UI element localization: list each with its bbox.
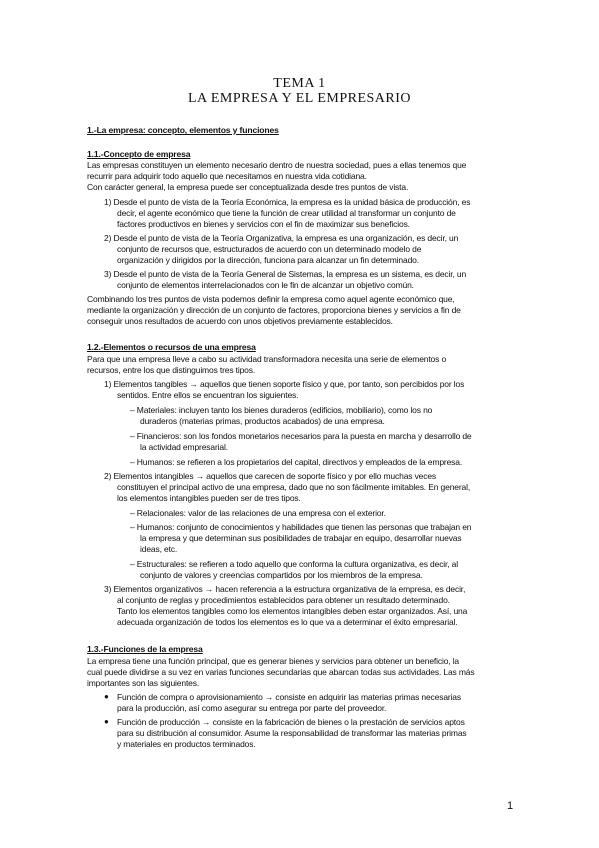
sublist-item-line: conjunto de valores y creencias compartidos por los miembros de la empresa. (140, 570, 423, 580)
sublist-item-line: – Estructurales: se refieren a todo aquello que conforma la cultura organizativa, es decir, al (130, 559, 458, 569)
paragraph-line: Combinando los tres puntos de vista podemos definir la empresa como aquel agente económico que, (87, 294, 455, 304)
sublist-item-line: la empresa y que determinan sus posibilidades de trabajar en equipo, desarrollar nuevas (140, 533, 462, 543)
list-item-line: organización y dirigidos por la dirección, funciona para alcanzar un fin determinado. (117, 255, 419, 265)
page-number: 1 (507, 800, 514, 812)
list-item-line: 2) Desde el punto de vista de la Teoría Organizativa, la empresa es una organización, es decir, un (104, 233, 459, 243)
bullet-item-line: Función de compra o aprovisionamiento → consiste en adquirir las materias primas necesarias (117, 692, 461, 702)
sublist-item-line: la actividad empresarial. (140, 442, 228, 452)
list-item-line: 3) Elementos organizativos → hacen referencia a la estructura organizativa de la empresa, es decir, (104, 584, 466, 594)
list-item-line: conjunto de recursos que, estructurados de acuerdo con un determinado modelo de (117, 244, 422, 254)
list-item-line: factores productivos en bienes y servicios con el fin de maximizar sus beneficios. (117, 219, 410, 229)
sublist-item-line: – Humanos: conjunto de conocimientos y habilidades que tienen las personas que trabajan en (130, 522, 472, 532)
sublist-item-line: ideas, etc. (140, 544, 178, 554)
section-heading: 1.-La empresa: concepto, elementos y funciones (87, 125, 279, 135)
paragraph-line: Con carácter general, la empresa puede ser conceptualizada desde tres puntos de vista. (87, 182, 409, 192)
paragraph-line: conseguir unos resultados de acuerdo con unos objetivos previamente establecidos. (87, 316, 393, 326)
paragraph-line: mediante la organización y dirección de un conjunto de factores, proporciona bienes y servicios a fin de (87, 305, 461, 315)
bullet-item-line: para la producción, así como asegurar su entrega por parte del proveedor. (117, 703, 387, 713)
bullet-item-line: Función de producción → consiste en la fabricación de bienes o la prestación de servicios aptos (117, 717, 465, 727)
list-item-line: conjunto de elementos interrelacionados con le fin de alcanzar un objetivo común. (117, 280, 414, 290)
paragraph-line: Para que una empresa lleve a cabo su actividad transformadora necesita una serie de elementos o (87, 354, 447, 364)
paragraph-line: La empresa tiene una función principal, que es generar bienes y servicios para obtener un beneficio, la (87, 656, 460, 666)
list-item-line: constituyen el principal activo de una empresa, dado que no son fácilmente imitables. En general, (117, 482, 471, 492)
paragraph-line: recurrir para adquirir todo aquello que necesitamos en nuestra vida cotidiana. (87, 171, 367, 181)
paragraph-line: cual puede dividirse a su vez en varias funciones secundarias que abarcan todas sus actividades. Las más (87, 667, 475, 677)
paragraph-line: adecuada organización de todos los elementos es lo que va a determinar el éxito empresarial. (117, 617, 458, 627)
list-item-line: 1) Desde el punto de vista de la Teoría Económica, la empresa es la unidad básica de producción, es (104, 197, 471, 207)
sublist-item-line: – Humanos: se refieren a los propietarios del capital, directivos y empleados de la empresa. (130, 457, 463, 467)
list-item-line: los elementos intangibles pueden ser de tres tipos. (117, 493, 301, 503)
bullet-item-line: para su distribución al consumidor. Asume la responsabilidad de transformar las materias primas (117, 728, 467, 738)
sublist-item-line: – Financieros: son los fondos monetarios necesarios para la puesta en marcha y desarrollo de (130, 431, 472, 441)
paragraph-line: Tanto los elementos tangibles como los elementos intangibles deben estar organizados. Así, una (117, 606, 468, 616)
bullet-icon: ● (104, 692, 109, 701)
subsection-heading-functions: 1.3.-Funciones de la empresa (87, 644, 203, 654)
list-item-line: 1) Elementos tangibles → aquellos que tienen soporte físico y que, por tanto, son percibidos por los (104, 379, 465, 389)
list-item-line: al conjunto de reglas y procedimientos establecidos para obtener un resultado determinado. (117, 595, 450, 605)
document-title-line2: LA EMPRESA Y EL EMPRESARIO (187, 91, 412, 106)
paragraph-line: Las empresas constituyen un elemento necesario dentro de nuestra sociedad, pues a ellas tenemos que (87, 160, 467, 170)
bullet-item-line: y materiales en productos terminados. (117, 739, 256, 749)
document-title-line1: TEMA 1 (273, 76, 326, 91)
subsection-heading-concept: 1.1.-Concepto de empresa (87, 149, 191, 159)
paragraph-line: importantes son las siguientes. (87, 678, 200, 688)
list-item-line: sentidos. Entre ellos se encuentran los siguientes. (117, 390, 299, 400)
sublist-item-line: – Materiales: incluyen tanto los bienes duraderos (edificios, mobiliario), como los no (130, 405, 433, 415)
sublist-item-line: duraderos (materias primas, productos acabados) de una empresa. (140, 416, 385, 426)
list-item-line: 3) Desde el punto de vista de la Teoría General de Sistemas, la empresa es un sistema, es decir, un (104, 269, 467, 279)
sublist-item-line: – Relacionales: valor de las relaciones de una empresa con el exterior. (130, 508, 386, 518)
subsection-heading-elements: 1.2.-Elementos o recursos de una empresa (87, 342, 256, 352)
paragraph-line: recursos, entre los que distinguimos tres tipos. (87, 365, 256, 375)
list-item-line: decir, el agente económico que tiene la función de crear utilidad al transformar un conjunto de (117, 208, 456, 218)
list-item-line: 2) Elementos intangibles → aquellos que carecen de soporte físico y por ello muchas veces (104, 471, 437, 481)
bullet-icon: ● (104, 717, 109, 726)
